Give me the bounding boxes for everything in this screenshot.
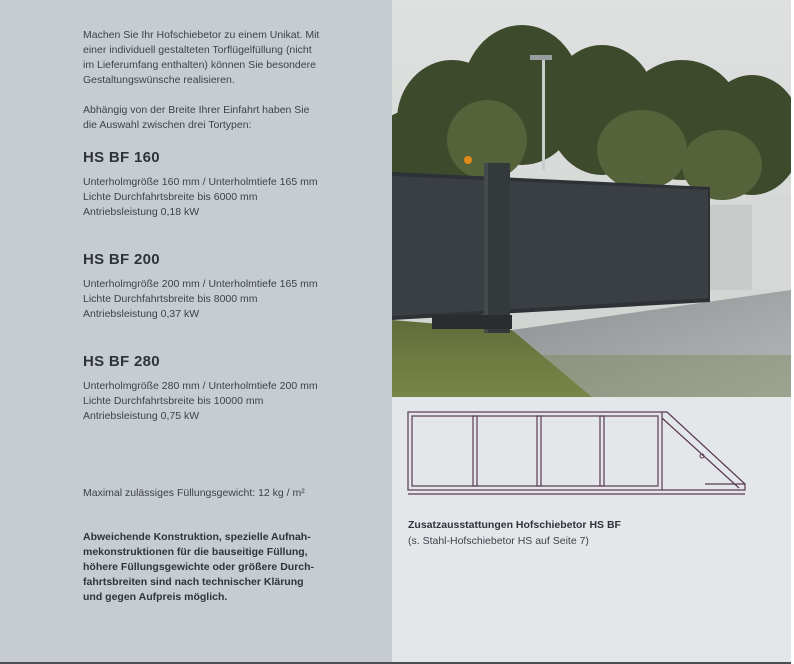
spec-line: Unterholmgröße 200 mm / Unterholmtiefe 165 mm [83, 278, 318, 290]
spec-line: Unterholmgröße 280 mm / Unterholmtiefe 200 mm [83, 380, 318, 392]
intro-line: einer individuell gestalteten Torflügelfüllung (nicht [83, 44, 312, 56]
note-line: mekonstruktionen für die bauseitige Füllung, [83, 546, 308, 558]
spec-line: Antriebsleistung 0,18 kW [83, 206, 200, 218]
intro-paragraph-2 [83, 103, 309, 133]
intro-line: Gestaltungswünsche realisieren. [83, 74, 235, 86]
spec-line: Antriebsleistung 0,37 kW [83, 308, 200, 320]
type-specs [83, 175, 318, 220]
type-specs [83, 277, 318, 322]
type-heading: HS BF 200 [83, 251, 160, 268]
spec-line: Lichte Durchfahrtsbreite bis 6000 mm [83, 191, 258, 203]
max-weight-line: Maximal zulässiges Füllungsgewicht: 12 kg / m² [83, 487, 305, 499]
type-heading: HS BF 160 [83, 149, 160, 166]
spec-line: Unterholmgröße 160 mm / Unterholmtiefe 165 mm [83, 176, 318, 188]
intro-line: die Auswahl zwischen drei Tortypen: [83, 119, 252, 131]
note-line: und gegen Aufpreis möglich. [83, 591, 228, 603]
note-line: Abweichende Konstruktion, spezielle Aufnah- [83, 531, 311, 543]
max-weight-text [83, 486, 305, 501]
intro-line: Abhängig von der Breite Ihrer Einfahrt haben Sie [83, 104, 310, 116]
caption-subtitle: (s. Stahl-Hofschiebetor HS auf Seite 7) [408, 535, 589, 547]
spec-line: Antriebsleistung 0,75 kW [83, 410, 200, 422]
caption-title: Zusatzausstattungen Hofschiebetor HS BF [408, 519, 621, 531]
spec-line: Lichte Durchfahrtsbreite bis 10000 mm [83, 395, 264, 407]
gate-photo [392, 0, 791, 397]
note-line: höhere Füllungsgewichte oder größere Durch- [83, 561, 315, 573]
type-heading: HS BF 280 [83, 353, 160, 370]
note-line: fahrtsbreiten sind nach technischer Klärung [83, 576, 304, 588]
gate-diagram [405, 408, 755, 500]
spec-line: Lichte Durchfahrtsbreite bis 8000 mm [83, 293, 258, 305]
custom-construction-note [83, 530, 314, 605]
type-specs [83, 379, 318, 424]
gate-photo-illustration [392, 0, 791, 397]
intro-paragraph-1 [83, 28, 319, 88]
intro-line: im Lieferumfang enthalten) können Sie besondere [83, 59, 316, 71]
intro-line: Machen Sie Ihr Hofschiebetor zu einem Unikat. Mit [83, 29, 320, 41]
